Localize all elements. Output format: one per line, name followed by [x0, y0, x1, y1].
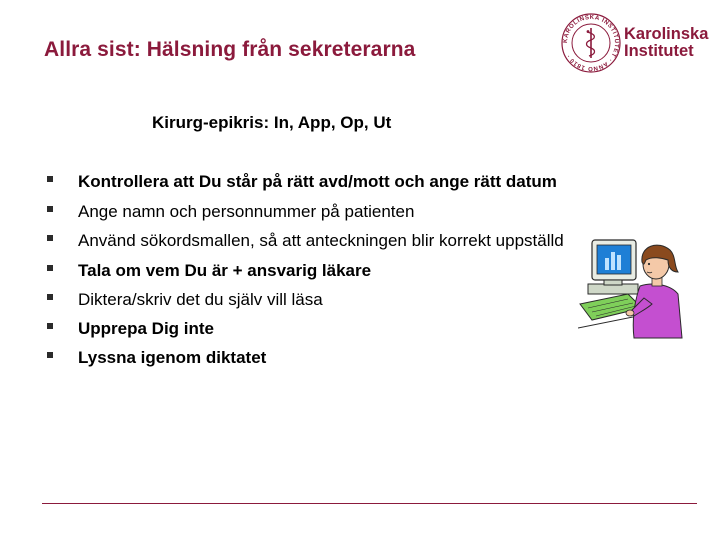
bottom-divider	[42, 503, 697, 504]
svg-text:KAROLINSKA INSTITUTET · ANNO 1: KAROLINSKA INSTITUTET · ANNO 1810 ·	[562, 14, 620, 72]
slide-subtitle: Kirurg-epikris: In, App, Op, Ut	[152, 113, 392, 132]
bullet-square-icon	[47, 352, 53, 358]
list-item-text: Lyssna igenom diktatet	[78, 348, 267, 367]
list-item	[47, 289, 587, 310]
logo-line-1: Karolinska	[624, 25, 709, 43]
list-item	[47, 260, 587, 281]
list-item-text: Tala om vem Du är + ansvarig läkare	[78, 261, 372, 280]
list-item	[47, 347, 587, 368]
list-item-text: Kontrollera att Du står på rätt avd/mott och ange rätt datum	[78, 172, 557, 191]
list-item-text: Använd sökordsmallen, så att anteckningen blir korrekt uppställd	[78, 231, 564, 250]
bullet-square-icon	[47, 206, 53, 212]
bullet-square-icon	[47, 323, 53, 329]
bullet-list	[47, 171, 587, 376]
list-item	[47, 171, 587, 192]
list-item	[47, 201, 587, 222]
slide-title: Allra sist: Hälsning från sekreterarna	[44, 38, 416, 61]
list-item-text: Diktera/skriv det du själv vill läsa	[78, 290, 323, 309]
seal-icon	[560, 12, 622, 74]
list-item	[47, 318, 587, 339]
woman-at-computer-clipart	[578, 232, 686, 340]
bullet-square-icon	[47, 294, 53, 300]
list-item-text: Upprepa Dig inte	[78, 319, 215, 338]
list-item-text: Ange namn och personnummer på patienten	[78, 202, 415, 221]
bullet-square-icon	[47, 176, 53, 182]
logo-line-2: Institutet	[624, 42, 694, 60]
karolinska-logo	[560, 12, 712, 76]
logo-wordmark	[624, 26, 708, 60]
bullet-square-icon	[47, 235, 53, 241]
bullet-square-icon	[47, 265, 53, 271]
list-item	[47, 230, 587, 251]
